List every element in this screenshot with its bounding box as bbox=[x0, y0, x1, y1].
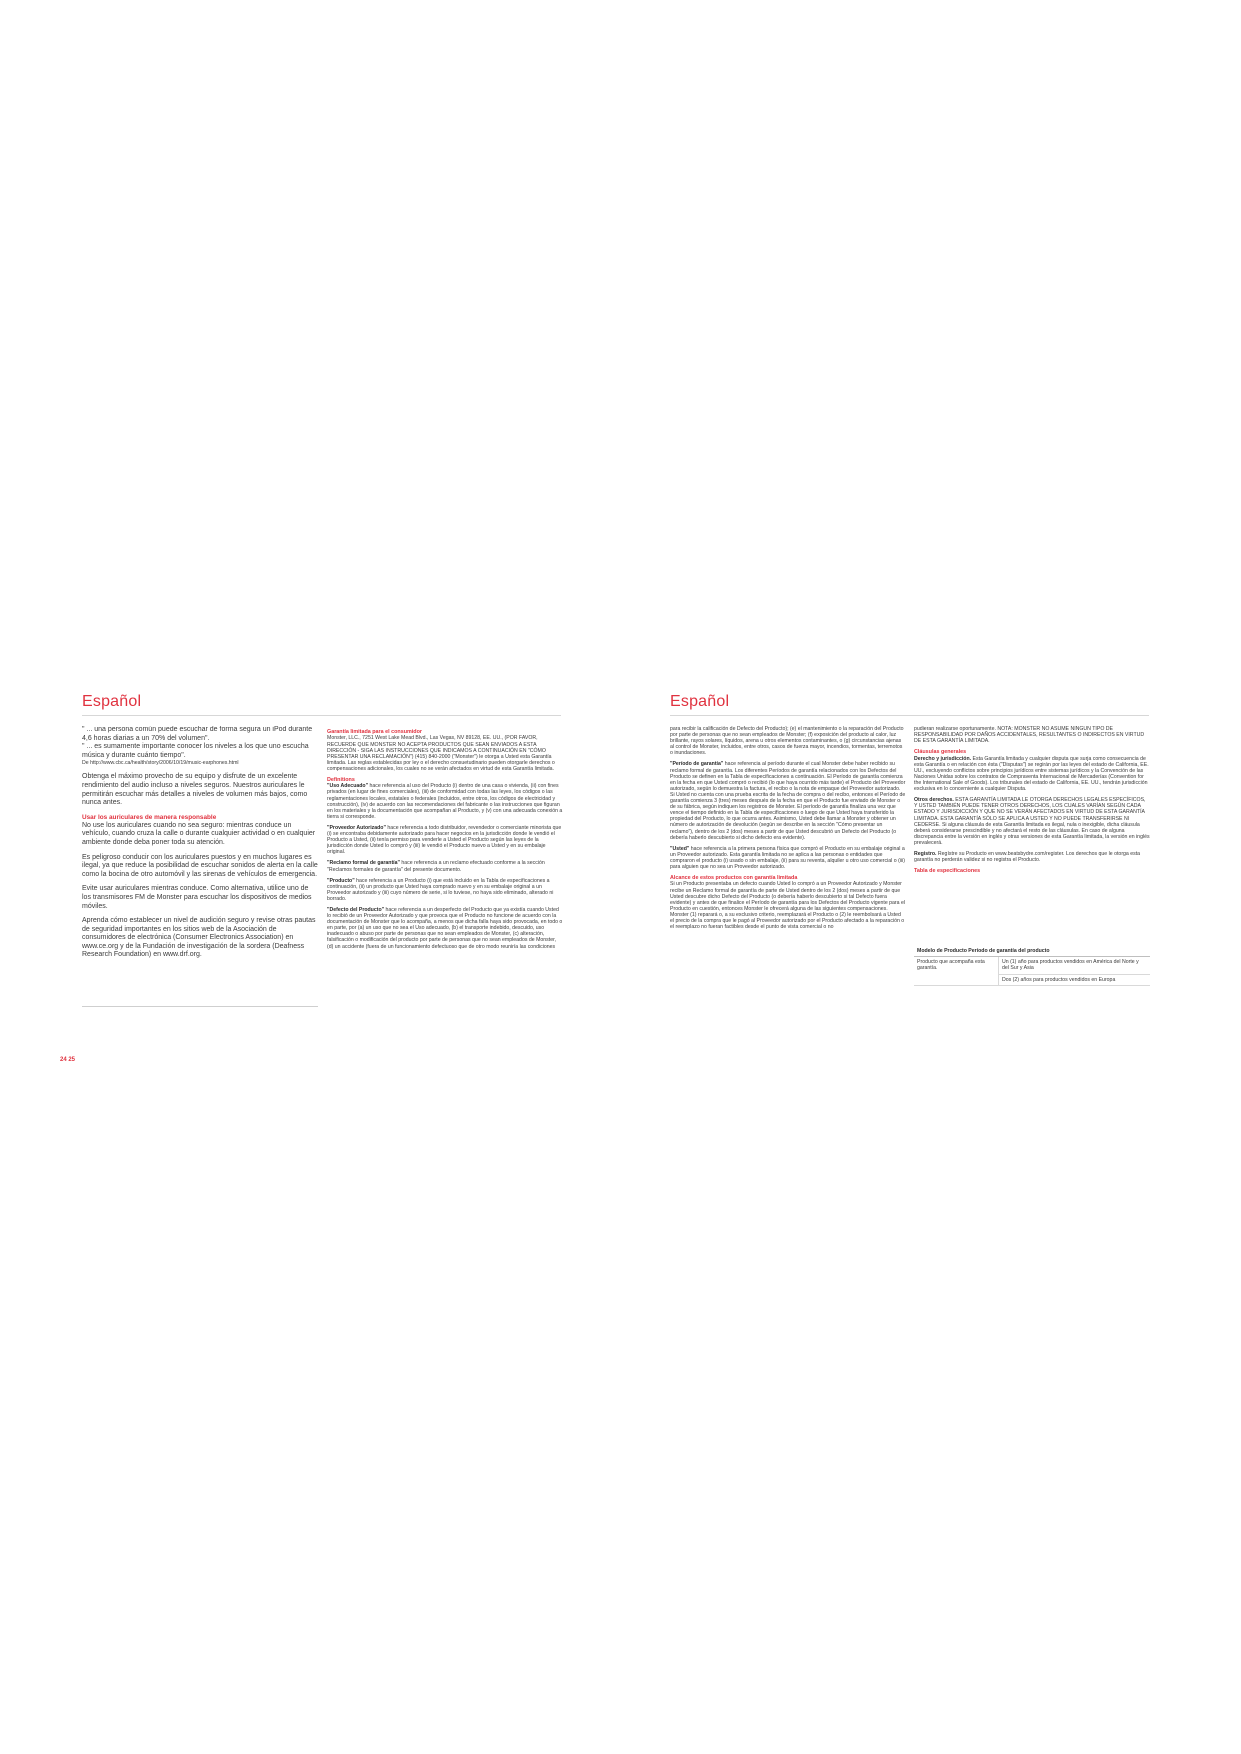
column-1-bottom-divider bbox=[82, 1006, 318, 1007]
paragraph-unsafe-use: No use los auriculares cuando no sea seguro: mientras conduce un vehículo, cuando cruza la calle o durante cualquier actividad o en cualquier ambiente donde deba poner toda su atención. bbox=[82, 821, 316, 846]
term-warranty-period: "Período de garantía" bbox=[670, 761, 724, 768]
intro-paragraph: Obtenga el máximo provecho de su equipo y disfrute de un excelente rendimiento del audio incluso a niveles seguros. Nuestros auriculares le permitirán escuchar más detalles a niveles de volumen más bajos, como nunca antes. bbox=[82, 773, 308, 807]
paragraph-warranty-scope: Si un Producto presentaba un defecto cuando Usted lo compró a un Proveedor Autorizado y Monster recibe un Reclamo formal de garantía de parte de Usted dentro de los 2 (dos) meses a partir de que Usted descubre dicho Defecto del Producto (o debería haberlo descubierto si tal Defecto fuera evidente) y antes de que finalice el Período de garantía para los Defectos del Producto vigente para el Producto en cuestión, entonces Monster le ofrecerá alguna de las siguientes compensaciones. Monster (1) reparará o, a su exclusivo criterio, reemplazará el Producto o (2) le reembolsará a Usted el precio de la compra que le pagó al Proveedor autorizado por el Producto afectado a la reparación o el reemplazo no fueran factibles desde el punto de vista comercial o no bbox=[670, 881, 906, 931]
column-3 bbox=[670, 726, 906, 1038]
quote-source: De http://www.cbc.ca/health/story/2006/10/19/music-earphones.html bbox=[82, 760, 239, 767]
definition-proper-use bbox=[327, 783, 563, 820]
section-heading-general-clauses: Cláusulas generales bbox=[914, 749, 967, 756]
table-header-row bbox=[914, 946, 1150, 957]
term-law-jurisdiction: Derecho y jurisdicción. bbox=[914, 755, 972, 762]
title-divider-right bbox=[670, 715, 1149, 716]
page-title-left: Español bbox=[82, 693, 142, 710]
definition-text: hace referencia al uso del Producto (i) dentro de una casa o vivienda, (ii) con fines privados (en lugar de fines comerciales), (iii) de conformidad con todas las leyes, los códigos o las reglamentaciones locales, estatales o federales (incluidos, entre otros, los códigos de electricidad y construcción), (iv) de acuerdo con las recomendaciones del fabricante o las instrucciones que figuran en los materiales y la documentación que acompañan al Producto, y (v) con una adecuada conexión a tierra si corresponde. bbox=[327, 783, 563, 820]
definition-text: hace referencia al período durante el cual Monster debe haber recibido su reclamo formal de garantía. Los diferentes Períodos de garantía relacionados con los Defectos del Producto se definen en la Tabla de especificaciones a continuación. El Período de garantía comienza en la fecha en que Usted compró o recibió (lo que haya ocurrido más tarde) el Producto del Proveedor autorizado, según lo demuestra la factura, el recibo o la nota de empaque del Proveedor autorizado. Si Usted no cuenta con una prueba escrita de la fecha de compra o del recibo, entonces el Período de garantía comienza 3 (tres) meses después de la fecha en que el Producto fue enviado de Monster o de su fábrica, según indiquen los registros de Monster. El período de garantía finaliza una vez que vence el tiempo definido en la Tabla de especificaciones o luego de que Usted haya transferido la propiedad del Producto, lo que ocurra antes. Asimismo, Usted debe llamar a Monster y obtener un número de autorización de devolución (según se describe en la sección "Cómo presentar un reclamo"), dentro de los 2 (dos) meses a partir de que Usted descubrió un Defecto del Producto (o debería haberlo descubierto si dicho defecto era evidente). bbox=[670, 761, 906, 841]
paragraph-fm-transmitter: Evite usar auriculares mientras conduce. Como alternativa, utilice uno de los transmisores FM de Monster para escuchar los dispositivos de medios móviles. bbox=[82, 885, 312, 910]
term-registration: Registro. bbox=[914, 851, 937, 857]
definition-product bbox=[327, 878, 563, 902]
term-warranty-claim: "Reclamo formal de garantía" bbox=[327, 860, 400, 867]
table-cell-model: Producto que acompaña esta garantía. bbox=[914, 957, 999, 986]
definition-text: hace referencia a todo distribuidor, revendedor o comerciante minorista que (i) se encontraba debidamente autorizado para hacer negocios en la jurisdicción donde le vendió el Producto a Usted, (ii) tenía permiso para venderle a Usted el Producto según las leyes de la jurisdicción donde Usted lo compró y (iii) le vendió el Producto nuevo a Usted y en su embalaje original. bbox=[327, 824, 562, 856]
page-title-right: Español bbox=[670, 693, 730, 710]
term-product-defect: "Defecto del Producto" bbox=[327, 906, 385, 913]
section-heading-warranty-scope: Alcance de estos productos con garantía limitada bbox=[670, 875, 798, 882]
section-heading-definitions: Definitions bbox=[327, 776, 355, 783]
section-heading-responsible-use: Usar los auriculares de manera responsable bbox=[82, 813, 217, 821]
clause-text: Regístre su Producto en www.beatsbydre.com/register. Los derechos que le otorga esta garantía no perderán validez si no registra el Producto. bbox=[914, 851, 1141, 864]
clause-registration bbox=[914, 851, 1150, 863]
paragraph-safety-guidelines: Aprenda cómo establecer un nivel de audición seguro y revise otras pautas de seguridad importantes en los sitios web de la Asociación de consumidores de electrónica (Consumer Electronics Association) en www.ce.org y de la Fundación de investigación de la sordera (Deafness Research Foundation) en www.drf.org. bbox=[82, 917, 316, 959]
clause-text: Esta Garantía limitada y cualquier disputa que surja como consecuencia de esta Garantía o en relación con ésta ("Disputas") se regirán por las leyes del estado de California, EE. UU., excluyendo conflictos sobre principios jurídicos entre sistemas jurídicos y la Convención de las Naciones Unidas sobre los contratos de Compraventa Internacional de Mercaderías (Convention for the International Sale of Goods). Los tribunales del estado de California, EE. UU., tendrán jurisdicción exclusiva en lo concerniente a cualquier Disputa. bbox=[914, 755, 1149, 793]
definition-you bbox=[670, 846, 906, 870]
table-header: Modelo de Producto Período de garantía del producto bbox=[914, 946, 1150, 957]
definition-text: hace referencia a un Producto (i) que está incluido en la Tabla de especificaciones a continuación, (ii) un producto que Usted haya comprado nuevo y en su embalaje original a un Proveedor autorizado y (iii) cuyo número de serie, si lo tuviese, no haya sido eliminado, alterado ni borrado. bbox=[327, 877, 554, 902]
definition-text: hace referencia a un reclamo efectuado conforme a la sección "Reclamos formales de garantía" del presente documento. bbox=[327, 860, 545, 873]
term-proper-use: "Uso Adecuado" bbox=[327, 783, 369, 790]
term-you: "Usted" bbox=[670, 845, 690, 852]
table-cell-period-europe: Dos (2) años para productos vendidos en Europa bbox=[999, 974, 1151, 985]
specifications-table bbox=[914, 946, 1150, 986]
clause-other-rights bbox=[914, 797, 1150, 846]
table-cell-period-americas-asia: Un (1) año para productos vendidos en América del Norte y del Sur y Asia bbox=[999, 957, 1151, 974]
definition-authorized-dealer bbox=[327, 825, 563, 855]
paragraph-warranty-intro: Monster, LLC., 7251 West Lake Mead Blvd., Las Vegas, NV 89128, EE. UU., (POR FAVOR, RECUERDE QUE MONSTER NO ACEPTA PRODUCTOS QUE SEAN ENVIADOS A ESTA DIRECCIÓN - SIGA LAS INSTRUCCIONES QUE INDICAMOS A CONTINUACIÓN EN "CÓMO PRESENTAR UNA RECLAMACIÓN") (415) 840-2000 ("Monster") le otorga a Usted esta Garantía limitada. Las reglas establecidas por ley o el derecho consuetudinario pueden otorgarle derechos o compensaciones adicionales, los cuales no se verán afectados en virtud de esta Garantía limitada. bbox=[327, 735, 555, 772]
definition-warranty-period bbox=[670, 761, 906, 840]
title-divider-left bbox=[82, 715, 561, 716]
paragraph-liability-note: pudieran realizarse oportunamente. NOTA: MONSTER NO ASUME NINGÚN TIPO DE RESPONSABILIDAD POR DAÑOS ACCIDENTALES, RESULTANTES O INDIRECTOS EN VIRTUD DE ESTA GARANTÍA LIMITADA. bbox=[914, 726, 1145, 745]
definition-product-defect bbox=[327, 907, 563, 950]
page-numbers: 24 25 bbox=[60, 1057, 76, 1063]
column-2 bbox=[327, 726, 563, 1038]
clause-law-jurisdiction bbox=[914, 756, 1150, 793]
definition-text: hace referencia a un desperfecto del Producto que ya existía cuando Usted lo recibió de un Proveedor Autorizado y que provoca que el Producto no funcione de acuerdo con la documentación de Monster que lo acompaña, a menos que dicha falla haya sido provocada, en todo o en parte, por (a) un uso que no sea el Uso adecuado, (b) el transporte indebido, descuido, uso inadecuado o abuso por parte de personas que no sean empleados de Monster, (c) alteración, falsificación o modificación del producto por parte de personas que no sean empleados de Monster, (d) un accidente (fuera de un funcionamiento defectuoso que de otro modo reuniría las condiciones bbox=[327, 906, 563, 950]
paragraph-driving-danger: Es peligroso conducir con los auriculares puestos y en muchos lugares es ilegal, ya que reduce la posibilidad de escuchar sonidos de alerta en la calle como la bocina de otro automóvil y las sirenas de vehículos de emergencia. bbox=[82, 853, 318, 878]
quote-2: " ... es sumamente importante conocer los niveles a los que uno escucha música y durante cuánto tiempo". bbox=[82, 743, 309, 759]
quote-1: " ... una persona común puede escuchar de forma segura un iPod durante 4,6 horas diarias a un 70% del volumen". bbox=[82, 726, 313, 742]
term-authorized-dealer: "Proveedor Autorizado" bbox=[327, 824, 386, 831]
term-product: "Producto" bbox=[327, 877, 355, 884]
paragraph-defect-continued: para recibir la calificación de Defecto del Producto); (e) el mantenimiento o la reparación del Producto por parte de personas que no sean empleados de Monster; (f) exposición del producto al calor, luz brillante, rayos solares, líquidos, arena u otros elementos contaminantes, o (g) circunstancias ajenas al control de Monster, incluidos, entre otros, casos de fuerza mayor, incendios, tormentas, terremotos o inundaciones. bbox=[670, 726, 904, 757]
term-other-rights: Otros derechos. bbox=[914, 797, 954, 804]
column-1 bbox=[82, 726, 318, 1012]
section-heading-limited-warranty: Garantía limitada para el consumidor bbox=[327, 729, 422, 735]
definition-text: hace referencia a la primera persona física que compró el Producto en su embalaje original a un Proveedor autorizado. Esta garantía limitada no se aplica a las personas o entidades que compraron el producto (i) usado o sin embalaje, (ii) para su reventa, alquiler u otro uso comercial o (iii) para alguien que no sea un Proveedor autorizado. bbox=[670, 845, 905, 870]
section-heading-spec-table: Tabla de especificaciones bbox=[914, 868, 981, 875]
definition-warranty-claim bbox=[327, 860, 563, 872]
clause-text: ESTA GARANTÍA LIMITADA LE OTORGA DERECHOS LEGALES ESPECÍFICOS, Y USTED TAMBIÉN PUEDE TENER OTROS DERECHOS, LOS CUALES VARÍAN SEGÚN CADA ESTADO Y JURISDICCIÓN Y QUE NO SE VERÁN AFECTADOS EN VIRTUD DE ESTA GARANTÍA LIMITADA. ESTA GARANTÍA SÓLO SE APLICA A USTED Y NO PUEDE TRANSFERIRSE NI CEDERSE. Si alguna cláusula de esta Garantía limitada es ilegal, nula o inexigible, dicha cláusula deberá considerarse prescindible y no afectará el resto de las cláusulas. En caso de alguna discrepancia entre la versión en inglés y otras versiones de esta Garantía limitada, la versión en inglés prevalecerá. bbox=[914, 797, 1150, 846]
table-row bbox=[914, 957, 1150, 974]
